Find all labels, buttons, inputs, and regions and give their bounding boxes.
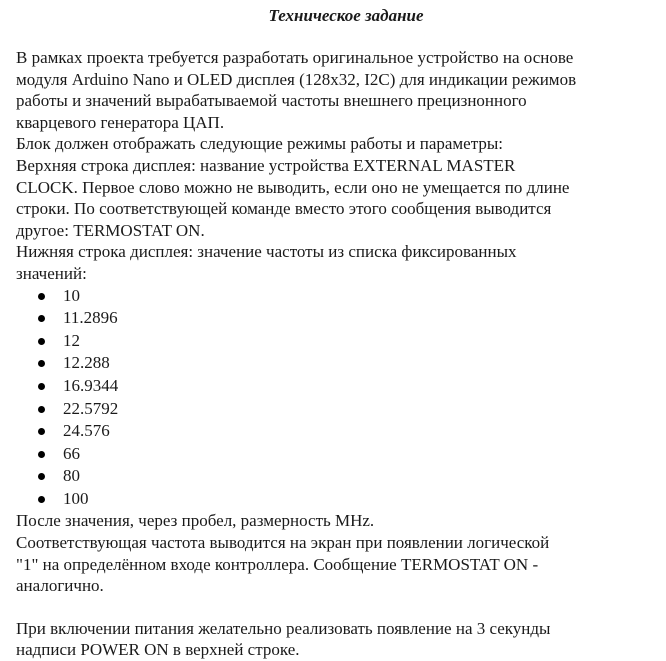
frequency-value: 66 bbox=[63, 443, 80, 463]
after-list-line: "1" на определённом входе контроллера. Сообщение TERMOSTAT ON - bbox=[16, 554, 539, 574]
intro-line: В рамках проекта требуется разработать оригинальное устройство на основе bbox=[16, 48, 574, 67]
power-on-line: надписи POWER ON в верхней строке. bbox=[16, 640, 300, 660]
document-page bbox=[16, 5, 656, 661]
intro-line: модуля Arduino Nano и OLED дисплея (128x32, I2C) для индикации режимов bbox=[16, 69, 577, 89]
frequency-value: 10 bbox=[63, 285, 80, 305]
bullet-icon bbox=[38, 406, 45, 413]
list-item bbox=[16, 465, 656, 488]
document-title: Техническое задание bbox=[268, 6, 424, 25]
intro-paragraph bbox=[16, 47, 656, 133]
modes-line: Верхняя строка дисплея: название устройства EXTERNAL MASTER bbox=[16, 155, 516, 175]
frequency-value: 22.5792 bbox=[63, 398, 119, 418]
list-item bbox=[16, 285, 656, 308]
bullet-icon bbox=[38, 428, 45, 435]
modes-line: Нижняя строка дисплея: значение частоты из списка фиксированных bbox=[16, 242, 517, 262]
bullet-icon bbox=[38, 315, 45, 322]
list-item bbox=[16, 352, 656, 375]
list-item bbox=[16, 443, 656, 466]
list-item bbox=[16, 488, 656, 511]
modes-line: другое: TERMOSTAT ON. bbox=[16, 220, 205, 240]
bullet-icon bbox=[38, 473, 45, 480]
modes-line: CLOCK. Первое слово можно не выводить, если оно не умещается по длине bbox=[16, 177, 570, 197]
frequency-value: 12.288 bbox=[63, 353, 110, 373]
modes-line: строки. По соответствующей команде вместо этого сообщения выводится bbox=[16, 199, 552, 219]
modes-paragraph bbox=[16, 133, 656, 284]
power-on-paragraph bbox=[16, 618, 656, 661]
bullet-icon bbox=[38, 293, 45, 300]
frequency-value: 24.576 bbox=[63, 421, 110, 441]
frequency-value: 100 bbox=[63, 488, 89, 508]
frequency-value: 80 bbox=[63, 466, 80, 486]
list-item bbox=[16, 330, 656, 353]
list-item bbox=[16, 420, 656, 443]
after-list-line: аналогично. bbox=[16, 576, 104, 596]
frequency-list bbox=[16, 285, 656, 511]
frequency-value: 16.9344 bbox=[63, 375, 119, 395]
power-on-line: При включении питания желательно реализовать появление на 3 секунды bbox=[16, 618, 551, 638]
frequency-value: 12 bbox=[63, 330, 80, 350]
paragraph-gap bbox=[16, 597, 656, 618]
after-list-line: Соответствующая частота выводится на экран при появлении логической bbox=[16, 533, 550, 553]
after-list-paragraph bbox=[16, 510, 656, 596]
after-list-line: После значения, через пробел, размерность MHz. bbox=[16, 511, 375, 531]
bullet-icon bbox=[38, 383, 45, 390]
modes-line: Блок должен отображать следующие режимы работы и параметры: bbox=[16, 134, 504, 154]
bullet-icon bbox=[38, 360, 45, 367]
intro-line: кварцевого генератора ЦАП. bbox=[16, 112, 225, 132]
list-item bbox=[16, 398, 656, 421]
frequency-value: 11.2896 bbox=[63, 308, 118, 328]
list-item bbox=[16, 375, 656, 398]
modes-line: значений: bbox=[16, 263, 87, 283]
bullet-icon bbox=[38, 451, 45, 458]
intro-line: работы и значений вырабатываемой частоты внешнего прецизнонного bbox=[16, 91, 527, 111]
list-item bbox=[16, 307, 656, 330]
bullet-icon bbox=[38, 496, 45, 503]
bullet-icon bbox=[38, 338, 45, 345]
